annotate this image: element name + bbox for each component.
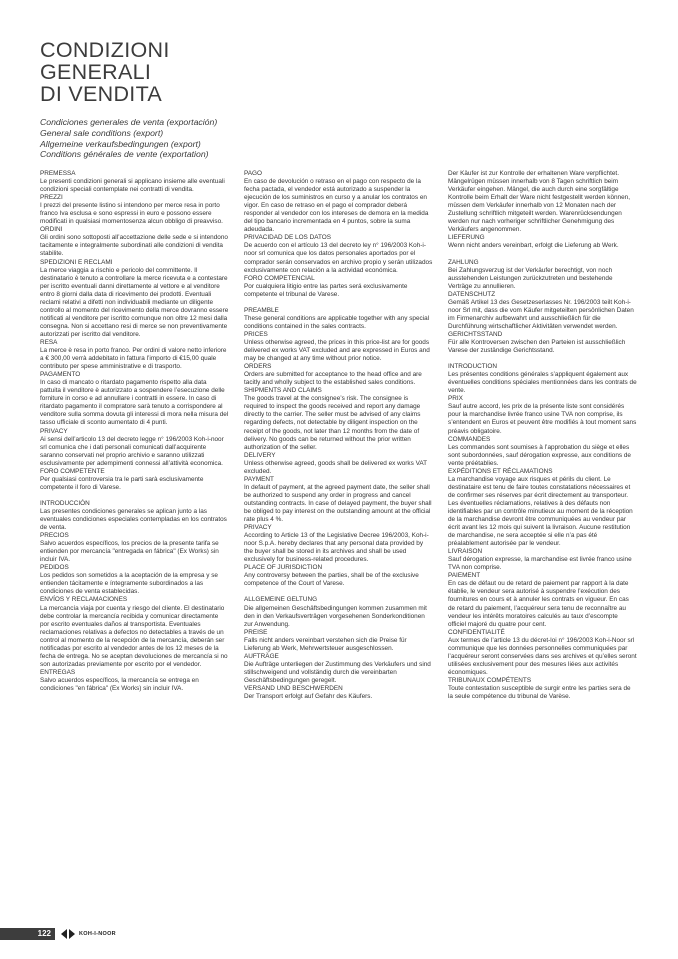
section-paragraph: Unless otherwise agreed, goods shall be delivered ex works VAT excluded.	[244, 459, 427, 475]
koh-i-noor-logo-icon	[60, 929, 76, 939]
section-heading: PRICES	[244, 330, 268, 338]
section-heading: PREAMBLE	[244, 306, 279, 314]
section-heading: ENTREGAS	[40, 668, 76, 676]
page-footer	[0, 928, 200, 940]
section-paragraph: Les commandes sont soumises à l’approbation du siège et elles sont subordonnées, sauf dérogation expresse, aux conditions de vente préétablies.	[448, 443, 631, 467]
section-paragraph: Salvo acuerdos específicos, la mercancía se entrega en condiciones "en fábrica" (Ex Works) sin incluir IVA.	[40, 676, 199, 692]
subtitle-en: General sale conditions (export)	[40, 127, 164, 138]
section-paragraph: Sauf autre accord, les prix de la présente liste sont considérés pour la marchandise livrée franco usine TVA non comprise, ils s’entendent en Euros et peuvent être modifiés à tout moment sans préavis obligatoire.	[448, 403, 637, 435]
section-paragraph: La merce è resa in porto franco. Per ordini di valore netto inferiore a € 300,00 verrà addebitato in fattura l’importo di €15,00 quale contributo per spese amministrative e di trasporto.	[40, 347, 227, 371]
language-section	[448, 363, 637, 701]
section-heading: INTRODUCTION	[448, 363, 497, 371]
subtitle-block	[40, 117, 380, 160]
section-paragraph: These general conditions are applicable together with any special conditions contained in the sales contracts.	[244, 314, 430, 330]
section-heading: COMMANDES	[448, 435, 491, 443]
text-column-1	[40, 170, 229, 693]
section-paragraph: Der Transport erfolgt auf Gefahr des Käufers.	[244, 693, 373, 701]
subtitle-fr: Conditions générales de vente (exportation)	[40, 149, 209, 160]
section-heading: PAGAMENTO	[40, 371, 81, 379]
section-paragraph: I prezzi del presente listino si intendono per merce resa in porto franco Iva esclusa e sono espressi in euro e possono essere modificati in qualsiasi momentosenza alcun obbligo di preavviso.	[40, 202, 223, 226]
section-heading: FORO COMPETENTE	[40, 467, 105, 475]
section-paragraph: En cas de défaut ou de retard de paiement par rapport à la date établie, le vendeur sera autorisé à suspendre l’exécution des fournitures en cours et à annuler les contrats en vigueur. En cas de retard du paiement, l’acquéreur sera tenu de reconnaître au vendeur les intérêts moratoires calculés au taux d’escompte officiel majoré du quatre pour cent.	[448, 580, 629, 628]
section-paragraph: Les présentes conditions générales s’appliquent également aux éventuelles conditions spéciales mentionnées dans les contrats de vente.	[448, 371, 637, 395]
language-section	[448, 170, 637, 250]
section-heading: PRIVACY	[40, 427, 68, 435]
section-paragraph: In caso di mancato o ritardato pagamento rispetto alla data pattuita il venditore è autorizzato a sospendere l’esecuzione delle forniture in corso e ad annullare i contratti in essere. In caso di ritardato pagamento il compratore sarà tenuto a corrispondere al venditore sulla somma dovuta gli interessi di mora nella misura del tasso ufficiale di sconto aumentato di 4 punti.	[40, 379, 229, 427]
section-paragraph: Any controversy between the parties, shall be of the exclusive competence of the Court of Varese.	[244, 572, 419, 588]
text-column-3	[448, 170, 637, 701]
section-paragraph: De acuerdo con el artículo 13 del decreto ley n° 196/2003 Koh-i-noor srl comunica que los datos personales aportados por el comprador serán conservados en archivo propio y serán utilizados exclusivamente con relación a la actividad económica.	[244, 242, 433, 274]
section-paragraph: La mercancía viaja por cuenta y riesgo del cliente. El destinatario debe controlar la mercancía recibida y comunicar directamente por escrito eventuales daños al transportista. Eventuales reclamaciones relativas a defectos no detectables a través de un control al momento de la recepción de la mercancía, deberán ser notificadas por escrito al vendedor antes de los 12 meses de la fecha de entrega. No se aceptan devoluciones de mercancía si no son autorizadas previamente por escrito por el vendedor.	[40, 604, 228, 668]
section-heading: ORDERS	[244, 363, 272, 371]
section-heading: PRECIOS	[40, 532, 69, 540]
section-heading: PRIVACY	[244, 524, 272, 532]
section-heading: PAYMENT	[244, 475, 274, 483]
section-heading: CONFIDENTIALITÉ	[448, 628, 505, 636]
section-paragraph: Wenn nicht anders vereinbart, erfolgt die Lieferung ab Werk.	[448, 242, 619, 250]
section-paragraph: Salvo acuerdos específicos, los precios de la presente tarifa se entienden por mercancía "entregada en fábrica" (Ex Works) sin incluir IVA.	[40, 540, 219, 564]
section-paragraph: La merce viaggia a rischio e pericolo del committente. Il destinatario è tenuto a controllare la merce ricevuta e a contestare per iscritto eventuali danni direttamente al vettore e al venditore entro 8 giorni dalla data di ricevimento dei prodotti. Eventuali reclami relativi a difetti non individuabili mediante un diligente controllo al momento del ricevimento della merce dovranno essere notificati al venditore per iscritto comunque non oltre 12 mesi dalla consegna. Non si accettano resi di merce se non preventivamente autorizzati per iscritto dal venditore.	[40, 266, 229, 338]
section-heading: ENVÍOS Y RECLAMACIONES	[40, 596, 128, 604]
section-paragraph: Gli ordini sono sottoposti all’accettazione delle sede e si intendono tacitamente e integralmente subordinati alle condizioni di vendita stabilite.	[40, 234, 228, 258]
section-heading: PEDIDOS	[40, 564, 69, 572]
section-heading: DELIVERY	[244, 451, 276, 459]
language-section	[448, 259, 637, 356]
language-section	[244, 596, 433, 701]
title-line: GENERALI	[40, 60, 152, 84]
section-paragraph: Per qualsiasi controversia tra le parti sarà esclusivamente competente il foro di Varese.	[40, 475, 204, 491]
section-paragraph: Toute contestation susceptible de surgir entre les parties sera de la seule compétence du tribunal de Varèse.	[448, 685, 631, 701]
section-heading: GERICHTSSTAND	[448, 330, 503, 338]
section-heading: PREMESSA	[40, 170, 76, 177]
section-paragraph: In default of payment, at the agreed payment date, the seller shall be authorized to suspend any order in progress and cancel outstanding contracts. In case of delayed payment, the buyer shall be obliged to pay interest on the outstanding amount at the official rate plus 4 %.	[244, 483, 432, 524]
section-paragraph: Ai sensi dell’articolo 13 del decreto legge n° 196/2003 Koh-i-noor srl comunica che i dati personali comunicati dall’acquirente saranno conservati nel proprio archivio e saranno utilizzati esclusivamente per adempimenti connessi all’attività economica.	[40, 435, 224, 467]
section-heading: DATENSCHUTZ	[448, 290, 496, 298]
section-paragraph: Le presenti condizioni generali si applicano insieme alle eventuali condizioni speciali contemplate nei contratti di vendita.	[40, 178, 225, 194]
section-heading: FORO COMPETENCIAL	[244, 274, 315, 282]
section-paragraph: Las presentes condiciones generales se aplican junto a las eventuales condiciones especiales contempladas en los contratos de venta.	[40, 507, 227, 532]
section-paragraph: Orders are submitted for acceptance to the head office and are tacitly and wholly subject to the established sales conditions.	[244, 371, 422, 387]
section-heading: ORDINI	[40, 226, 63, 234]
section-heading: ZAHLUNG	[448, 258, 479, 266]
section-paragraph: Por cualquiera litigio entre las partes será exclusivamente competente el tribunal de Varese.	[244, 282, 408, 298]
title-line: DI VENDITA	[40, 82, 163, 106]
brand-name: KOH-I-NOOR	[79, 931, 116, 937]
subtitle-es: Condiciones generales de venta (exportación)	[40, 117, 218, 127]
text-column-2	[244, 170, 433, 701]
language-section	[40, 500, 229, 693]
section-heading: AUFTRÄGE	[244, 652, 279, 660]
section-paragraph: Sauf dérogation expresse, la marchandise est livrée franco usine TVA non comprise.	[448, 556, 632, 572]
section-paragraph: En caso de devolución o retraso en el pago con respecto de la fecha pactada, el vendedor está autorizado a suspender la ejecución de los suministros en curso y a anular los contratos en vigor. En caso de retraso en el pago el comprador deberá responder al vendedor con los intereses de demora en la medida del tipo bancario incrementada en 4 puntos, sobre la suma adeudada.	[244, 178, 429, 234]
language-section	[244, 170, 433, 299]
section-heading: VERSAND UND BESCHWERDEN	[244, 685, 343, 692]
section-heading: INTRODUCCIÓN	[40, 499, 90, 507]
section-paragraph: Los pedidos son sometidos a la aceptación de la empresa y se entienden tácitamente e íntegramente subordinados a las condiciones de venta establecidas.	[40, 572, 218, 596]
section-paragraph: According to Article 13 of the Legislative Decree 196/2003, Koh-i-noor S.p.A. hereby declares that any personal data provided by the buyer shall be stored in its archives and shall be used exclusively for business-related procedures.	[244, 532, 429, 564]
section-heading: SPEDIZIONI E RECLAMI	[40, 258, 113, 266]
section-heading: SHIPMENTS AND CLAIMS	[244, 387, 322, 395]
page-number: 122	[0, 928, 55, 940]
section-paragraph: Unless otherwise agreed, the prices in this price-list are for goods delivered ex works VAT excluded and are expressed in Euros and may be changed at any time without prior notice.	[244, 338, 430, 363]
section-heading: PREZZI	[40, 194, 63, 202]
section-heading: LIEFERUNG	[448, 234, 485, 242]
section-paragraph: The goods travel at the consignee’s risk. The consignee is required to inspect the goods received and report any damage directly to the carrier. The seller must be advised of any claims regarding defects, not detectable by diligent inspection on the receipt of the goods, not later than 12 months from the date of delivery. No goods can be returned without the prior written authorization of the seller.	[244, 395, 421, 451]
section-heading: PRIVACIDAD DE LOS DATOS	[244, 234, 332, 242]
language-section	[40, 170, 229, 492]
subtitle-de: Allgemeine verkaufsbedingungen (export)	[40, 138, 201, 149]
section-paragraph: Gemäß Artikel 13 des Gesetzeserlasses Nr. 196/2003 teilt Koh-i-noor Srl mit, dass die vom Käufer mitgeteilten persönlichen Daten im Firmenarchiv aufbewahrt und ausschließlich für die Durchführung wirtschaftlicher Aktivitäten verwendet werden.	[448, 298, 634, 330]
section-paragraph: Der Käufer ist zur Kontrolle der erhaltenen Ware verpflichtet. Mängelrügen müssen innerhalb von 8 Tagen schriftlich beim Verkäufer eingehen. Mängel, die auch durch eine sorgfältige Kontrolle beim Erhalt der Ware nicht festgestellt werden können, müssen dem Verkäufer innerhalb von 12 Monaten nach der Zustellung schriftlich mitgeteilt werden. Warenrücksendungen werden nur nach vorheriger schriftlicher Genehmigung des Verkäufers angenommen.	[448, 170, 630, 234]
section-heading: LIVRAISON	[448, 548, 483, 556]
section-paragraph: Die Aufträge unterliegen der Zustimmung des Verkäufers und sind stillschweigend und vollständig durch die vereinbarten Geschäftsbedingungen geregelt.	[244, 660, 431, 684]
section-heading: EXPÉDITIONS ET RÉCLAMATIONS	[448, 467, 553, 475]
language-section	[244, 307, 433, 589]
section-heading: PAGO	[244, 170, 262, 177]
section-heading: TRIBUNAUX COMPÉTENTS	[448, 676, 532, 684]
section-paragraph: Falls nicht anders vereinbart verstehen sich die Preise für Lieferung ab Werk, Mehrwertsteuer ausgeschlossen.	[244, 636, 407, 652]
section-paragraph: La marchandise voyage aux risques et périls du client. Le destinataire est tenu de faire toutes constatations nécessaires et de confirmer ses réserves par écrit directement au transporteur. Les éventuelles réclamations, relatives à des défauts non identifiables par un contrôle minutieux au moment de la réception de la marchandise devront être communiquées au vendeur par écrit avant les 12 mois qui suivent la livraison. Aucune restitution de marchandise, ne sera acceptée si elle n’a pas été préalablement autorisée par le vendeur.	[448, 475, 633, 548]
section-paragraph: Aux termes de l’article 13 du décret-loi n° 196/2003 Koh-i-Noor srl communique que les données personnelles communiquées par l’acquéreur seront conservées dans ses archives et qu’elles seront utilisées exclusivement pour des mesures liées aux activités économiques.	[448, 636, 637, 676]
section-paragraph: Für alle Kontroversen zwischen den Parteien ist ausschließlich Varese der zuständige Gerichtsstand.	[448, 338, 626, 355]
section-heading: PAIEMENT	[448, 572, 481, 580]
section-heading: ALLGEMEINE GELTUNG	[244, 596, 318, 604]
section-heading: RESA	[40, 338, 58, 346]
section-heading: PRIX	[448, 395, 463, 403]
section-heading: PLACE OF JURISDICTION	[244, 564, 323, 572]
title-line: CONDIZIONI	[40, 38, 170, 62]
section-paragraph: Bei Zahlungsverzug ist der Verkäufer berechtigt, von noch ausstehenden Leistungen zurückzutreten und bestehende Verträge zu annullieren.	[448, 266, 613, 290]
section-paragraph: Die allgemeinen Geschäftsbedingungen kommen zusammen mit den in den Verkaufsverträgen vorgesehenen Sonderkonditionen zur Anwendung.	[244, 604, 427, 628]
page-title	[40, 39, 340, 105]
section-heading: PREISE	[244, 628, 268, 636]
